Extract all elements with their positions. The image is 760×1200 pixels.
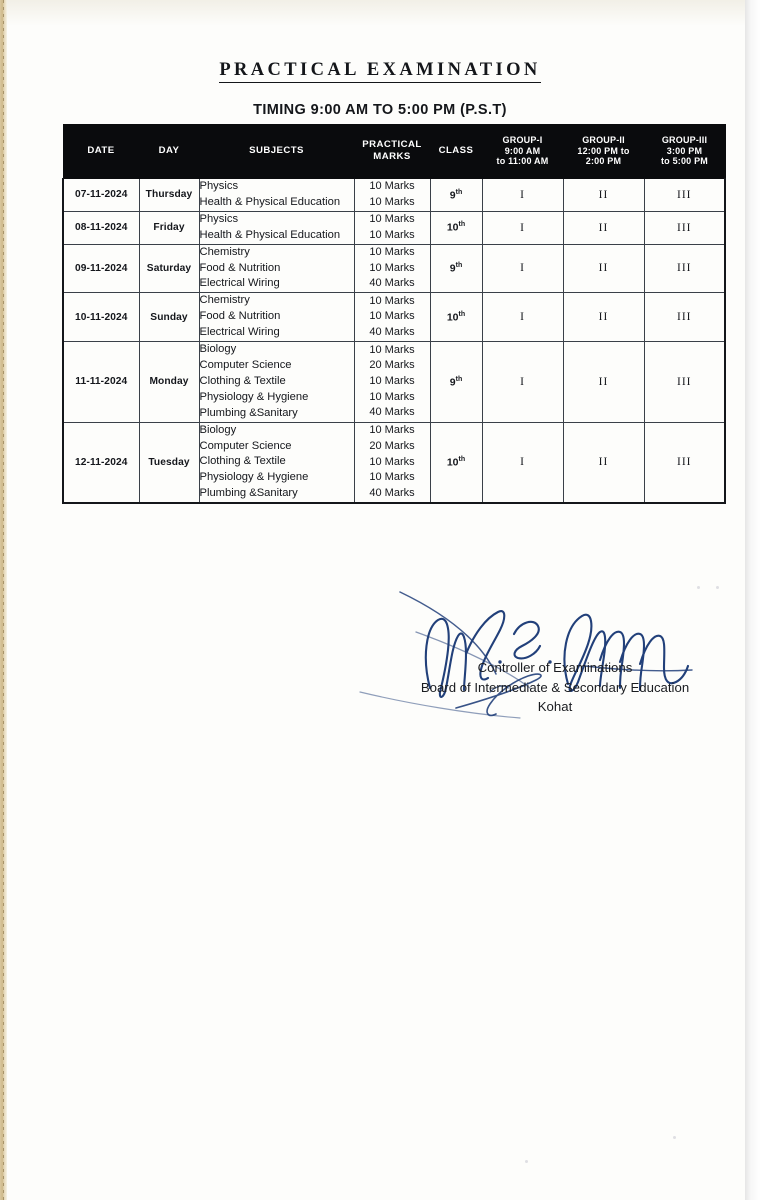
cell-group-1: I bbox=[482, 422, 563, 503]
cell-group-3: III bbox=[644, 422, 725, 503]
cell-class: 9th bbox=[430, 244, 482, 293]
marks-line: 10 Marks bbox=[369, 375, 415, 388]
subject-line: Clothing & Textile bbox=[199, 374, 286, 387]
header-group-3 bbox=[644, 125, 725, 179]
cell-group-2: II bbox=[563, 244, 644, 293]
cell-day: Monday bbox=[139, 342, 199, 423]
cell-group-3: III bbox=[644, 293, 725, 342]
class-ordinal-suffix: th bbox=[458, 221, 466, 229]
marks-line: 20 Marks bbox=[369, 439, 415, 452]
header-group-2-time-line2: 2:00 PM bbox=[585, 156, 622, 167]
marks-line: 40 Marks bbox=[369, 406, 415, 419]
header-group-2-name: GROUP-II bbox=[582, 134, 625, 145]
table-row bbox=[63, 342, 725, 423]
cell-date: 10-11-2024 bbox=[63, 293, 139, 342]
header-group-2 bbox=[563, 125, 644, 179]
cell-group-2: II bbox=[563, 179, 644, 212]
marks-line: 20 Marks bbox=[369, 359, 415, 372]
cell-class: 9th bbox=[430, 179, 482, 212]
class-ordinal-suffix: th bbox=[455, 262, 463, 270]
scan-speck bbox=[697, 586, 700, 589]
subject-line: Chemistry bbox=[199, 245, 250, 258]
cell-class: 10th bbox=[430, 211, 482, 244]
cell-day: Tuesday bbox=[139, 422, 199, 503]
header-group-3-time-line1: 3:00 PM bbox=[666, 145, 703, 156]
marks-line: 10 Marks bbox=[369, 180, 415, 193]
cell-practical-marks bbox=[354, 179, 430, 212]
header-practical-marks-line1: PRACTICAL bbox=[362, 139, 422, 151]
cell-class: 10th bbox=[430, 293, 482, 342]
subject-line: Computer Science bbox=[199, 358, 292, 371]
marks-line: 10 Marks bbox=[369, 228, 415, 241]
subject-line: Clothing & Textile bbox=[199, 455, 286, 468]
cell-practical-marks bbox=[354, 422, 430, 503]
marks-line: 10 Marks bbox=[369, 213, 415, 226]
cell-class: 10th bbox=[430, 422, 482, 503]
header-subjects: SUBJECTS bbox=[199, 125, 354, 179]
cell-group-2: II bbox=[563, 422, 644, 503]
cell-group-3: III bbox=[644, 211, 725, 244]
marks-line: 10 Marks bbox=[369, 471, 415, 484]
cell-group-3: III bbox=[644, 342, 725, 423]
scanner-edge-strip bbox=[0, 0, 7, 1200]
signature-organization: Board of Intermediate & Secondary Education bbox=[420, 679, 690, 695]
header-group-3-name: GROUP-III bbox=[661, 134, 708, 145]
table-row bbox=[63, 293, 725, 342]
header-group-2-time-line1: 12:00 PM to bbox=[577, 145, 630, 156]
class-ordinal-suffix: th bbox=[455, 375, 463, 383]
marks-line: 10 Marks bbox=[369, 424, 415, 437]
cell-day: Friday bbox=[139, 211, 199, 244]
header-group-1 bbox=[482, 125, 563, 179]
schedule-table-wrapper bbox=[62, 124, 724, 504]
header-practical-marks bbox=[354, 125, 430, 179]
cell-subjects bbox=[199, 244, 354, 293]
cell-group-2: II bbox=[563, 211, 644, 244]
cell-subjects bbox=[199, 293, 354, 342]
header-group-1-name: GROUP-I bbox=[502, 134, 543, 145]
subject-line: Biology bbox=[199, 343, 237, 356]
table-header bbox=[63, 125, 725, 179]
page-right-shadow bbox=[745, 0, 760, 1200]
cell-day: Saturday bbox=[139, 244, 199, 293]
marks-line: 40 Marks bbox=[369, 486, 415, 499]
page-title bbox=[0, 60, 760, 81]
table-row bbox=[63, 211, 725, 244]
header-group-1-time-line2: to 11:00 AM bbox=[496, 156, 549, 167]
class-ordinal-suffix: th bbox=[455, 188, 463, 196]
header-practical-marks-line2: MARKS bbox=[373, 151, 411, 162]
cell-subjects bbox=[199, 342, 354, 423]
signature-location: Kohat bbox=[537, 699, 573, 715]
class-ordinal-suffix: th bbox=[458, 456, 466, 464]
subject-line: Computer Science bbox=[199, 439, 292, 452]
scan-speck bbox=[673, 1136, 676, 1139]
header-date: DATE bbox=[63, 125, 139, 179]
marks-line: 10 Marks bbox=[369, 261, 415, 274]
marks-line: 10 Marks bbox=[369, 246, 415, 259]
cell-group-1: I bbox=[482, 293, 563, 342]
cell-group-1: I bbox=[482, 211, 563, 244]
cell-subjects bbox=[199, 422, 354, 503]
cell-group-2: II bbox=[563, 342, 644, 423]
cell-group-2: II bbox=[563, 293, 644, 342]
subject-line: Food & Nutrition bbox=[199, 310, 281, 323]
subject-line: Electrical Wiring bbox=[199, 326, 280, 339]
subject-line: Chemistry bbox=[199, 294, 250, 307]
header-day: DAY bbox=[139, 125, 199, 179]
subject-line: Biology bbox=[199, 423, 237, 436]
cell-practical-marks bbox=[354, 293, 430, 342]
subject-line: Plumbing &Sanitary bbox=[199, 487, 298, 500]
marks-line: 10 Marks bbox=[369, 310, 415, 323]
marks-line: 10 Marks bbox=[369, 390, 415, 403]
cell-group-3: III bbox=[644, 244, 725, 293]
cell-class: 9th bbox=[430, 342, 482, 423]
marks-line: 40 Marks bbox=[369, 326, 415, 338]
subject-line: Physiology & Hygiene bbox=[199, 471, 309, 484]
subject-line: Electrical Wiring bbox=[199, 277, 280, 290]
subject-line: Health & Physical Education bbox=[199, 228, 341, 241]
cell-day: Sunday bbox=[139, 293, 199, 342]
marks-line: 10 Marks bbox=[369, 195, 415, 208]
page-title-text: PRACTICAL EXAMINATION bbox=[219, 60, 540, 83]
cell-subjects bbox=[199, 179, 354, 212]
subject-line: Physiology & Hygiene bbox=[199, 390, 309, 403]
marks-line: 40 Marks bbox=[369, 277, 415, 290]
cell-group-1: I bbox=[482, 179, 563, 212]
cell-practical-marks bbox=[354, 244, 430, 293]
cell-date: 12-11-2024 bbox=[63, 422, 139, 503]
header-group-3-time-line2: to 5:00 PM bbox=[660, 156, 708, 167]
subject-line: Physics bbox=[199, 212, 239, 225]
cell-group-1: I bbox=[482, 244, 563, 293]
marks-line: 10 Marks bbox=[369, 455, 415, 468]
cell-date: 11-11-2024 bbox=[63, 342, 139, 423]
table-row bbox=[63, 244, 725, 293]
scan-speck bbox=[716, 586, 719, 589]
cell-day: Thursday bbox=[139, 179, 199, 212]
table-row bbox=[63, 422, 725, 503]
table-row bbox=[63, 179, 725, 212]
subject-line: Plumbing &Sanitary bbox=[199, 406, 298, 419]
cell-practical-marks bbox=[354, 211, 430, 244]
cell-date: 07-11-2024 bbox=[63, 179, 139, 212]
page-top-tint bbox=[7, 0, 745, 26]
subject-line: Health & Physical Education bbox=[199, 195, 341, 208]
cell-group-1: I bbox=[482, 342, 563, 423]
header-class: CLASS bbox=[430, 125, 482, 179]
class-ordinal-suffix: th bbox=[458, 310, 466, 318]
signature-designation: Controller of Examinations bbox=[477, 660, 633, 675]
marks-line: 10 Marks bbox=[369, 294, 415, 307]
cell-date: 08-11-2024 bbox=[63, 211, 139, 244]
scan-speck bbox=[525, 1160, 528, 1163]
cell-practical-marks bbox=[354, 342, 430, 423]
signature-block bbox=[370, 658, 740, 717]
practical-exam-schedule-table bbox=[62, 124, 726, 504]
subject-line: Physics bbox=[199, 180, 239, 192]
header-group-1-time-line1: 9:00 AM bbox=[504, 145, 541, 156]
cell-date: 09-11-2024 bbox=[63, 244, 139, 293]
table-header-row bbox=[63, 125, 725, 179]
subject-line: Food & Nutrition bbox=[199, 261, 281, 274]
marks-line: 10 Marks bbox=[369, 343, 415, 356]
timing-subtitle: TIMING 9:00 AM TO 5:00 PM (P.S.T) bbox=[253, 102, 507, 118]
cell-group-3: III bbox=[644, 179, 725, 212]
table-body bbox=[63, 179, 725, 504]
cell-subjects bbox=[199, 211, 354, 244]
